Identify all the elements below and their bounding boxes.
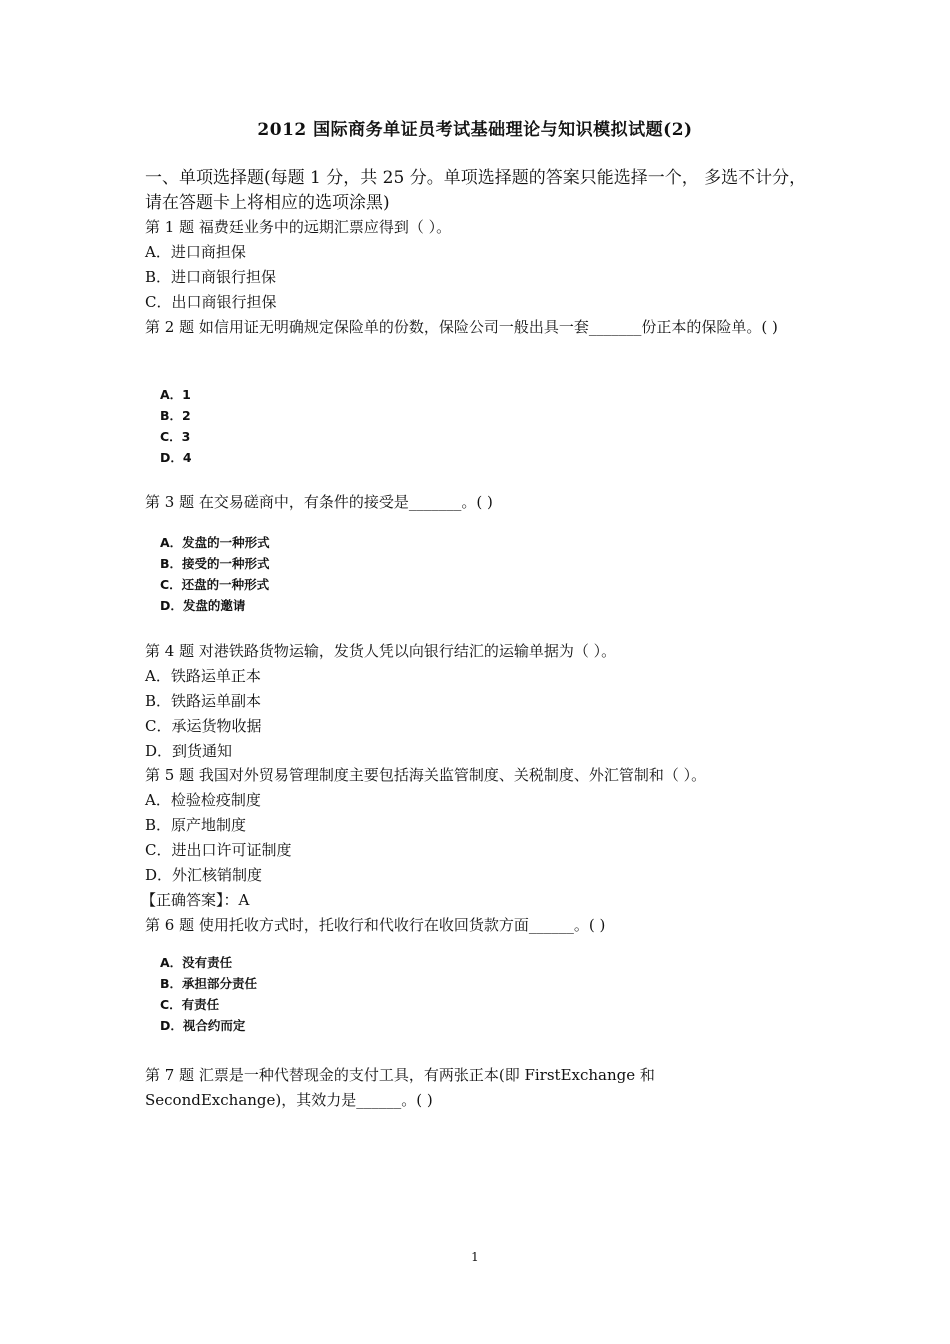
page-number: 1 (471, 1250, 479, 1264)
question-7-stem: 第 7 题 汇票是一种代替现金的支付工具，有两张正本(即 FirstExchange 和 SecondExchange)，其效力是______。( ) (145, 1066, 655, 1109)
section-header: 一、单项选择题(每题 1 分，共 25 分。单项选择题的答案只能选择一个， 多选不计分，请在答题卡上将相应的选项涂黑) (145, 168, 807, 213)
question-2-option-d: D．4 (160, 450, 192, 465)
question-6-option-a: A．没有责任 (160, 955, 233, 970)
question-4-option-a: A．铁路运单正本 (145, 667, 261, 685)
question-2-option-c: C．3 (160, 429, 191, 444)
document-title: 2012 国际商务单证员考试基础理论与知识模拟试题(2) (257, 120, 693, 140)
question-5-answer: 【正确答案】：A (141, 891, 250, 909)
question-3-option-a: A．发盘的一种形式 (160, 535, 270, 550)
question-5-option-b: B．原产地制度 (145, 816, 247, 834)
question-6-option-c: C．有责任 (160, 997, 220, 1012)
question-2-option-b: B．2 (160, 408, 191, 423)
question-2-option-a: A．1 (160, 387, 191, 402)
question-5-option-c: C．进出口许可证制度 (145, 841, 292, 859)
question-6-option-b: B．承担部分责任 (160, 976, 258, 991)
question-5-option-a: A．检验检疫制度 (145, 791, 261, 809)
question-4-option-d: D．到货通知 (145, 742, 233, 760)
question-3-option-c: C．还盘的一种形式 (160, 577, 270, 592)
question-1-option-a: A．进口商担保 (145, 243, 246, 261)
question-5-option-d: D．外汇核销制度 (145, 866, 263, 884)
question-3-option-d: D．发盘的邀请 (160, 598, 246, 613)
question-4-stem: 第 4 题 对港铁路货物运输，发货人凭以向银行结汇的运输单据为（ ）。 (145, 642, 617, 660)
question-6-option-d: D．视合约而定 (160, 1018, 246, 1033)
question-6-stem: 第 6 题 使用托收方式时，托收行和代收行在收回货款方面______。( ) (145, 916, 606, 934)
question-4-option-b: B．铁路运单副本 (145, 692, 262, 710)
question-5-stem: 第 5 题 我国对外贸易管理制度主要包括海关监管制度、关税制度、外汇管制和（ ）。 (145, 766, 707, 784)
question-4-option-c: C．承运货物收据 (145, 717, 262, 735)
question-2-stem: 第 2 题 如信用证无明确规定保险单的份数，保险公司一般出具一套_______份正本的保险单。( ) (145, 318, 778, 336)
question-1-option-c: C．出口商银行担保 (145, 293, 277, 311)
question-1-option-b: B．进口商银行担保 (145, 268, 277, 286)
question-3-stem: 第 3 题 在交易磋商中，有条件的接受是_______。( ) (145, 493, 493, 511)
question-1-stem: 第 1 题 福费廷业务中的远期汇票应得到（ ）。 (145, 218, 452, 236)
question-3-option-b: B．接受的一种形式 (160, 556, 270, 571)
